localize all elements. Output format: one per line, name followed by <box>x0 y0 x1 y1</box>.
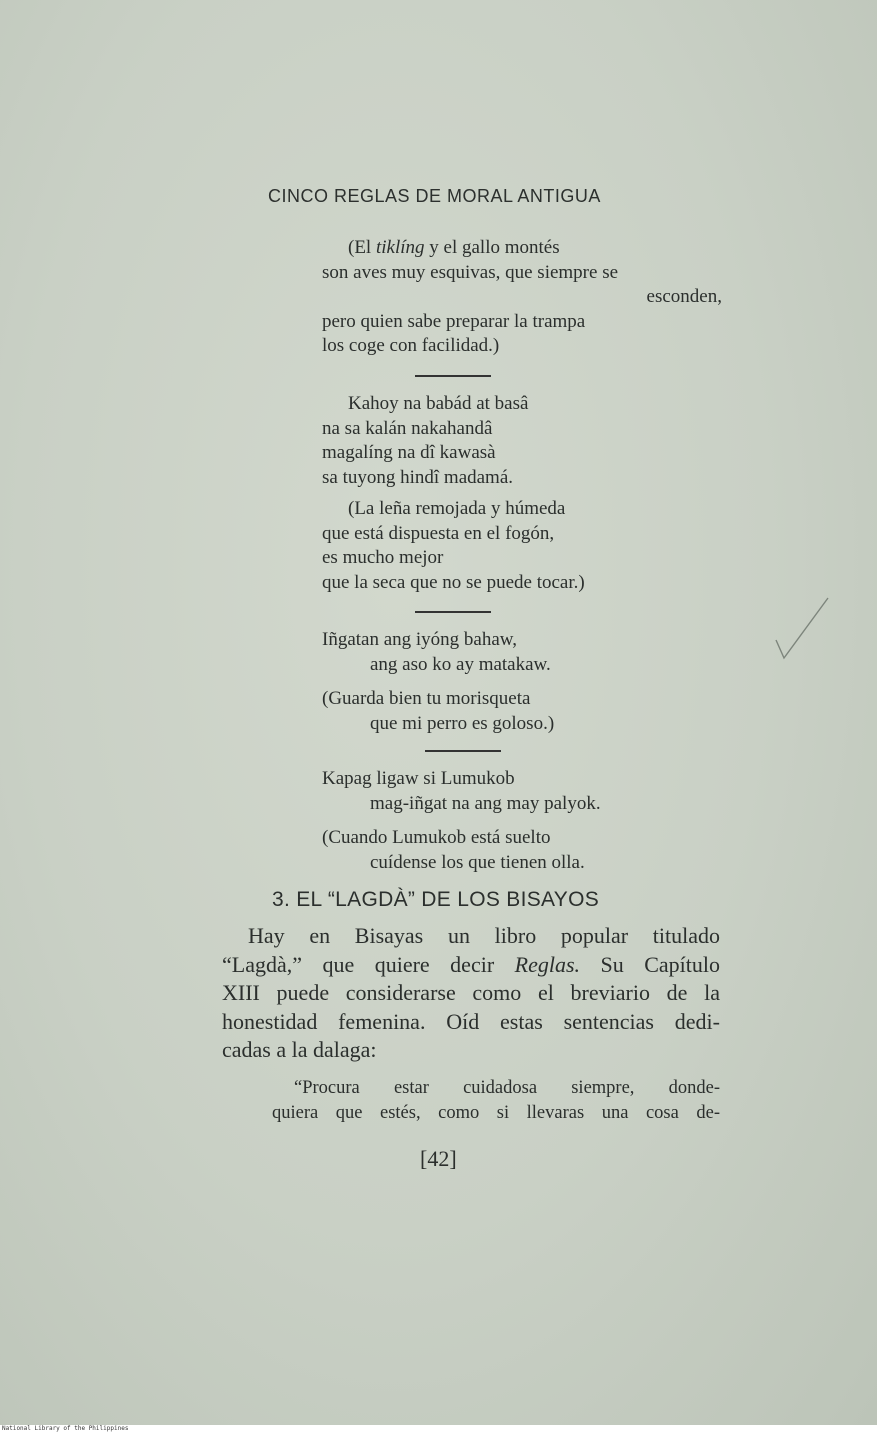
para-line: XIII puede considerarse como el breviario de la <box>222 980 720 1005</box>
verse-line: (La leña remojada y húmeda <box>348 498 566 519</box>
tikling-word: tiklíng <box>375 237 425 258</box>
pencil-checkmark <box>772 596 832 660</box>
stanza-3-tagalog <box>322 628 551 677</box>
verse-line: na sa kalán nakahandâ <box>322 417 493 439</box>
verse-line: mag-iñgat na ang may palyok. <box>370 792 601 814</box>
verse-line: Kahoy na babád at basâ <box>348 393 529 414</box>
stanza-1 <box>322 236 722 359</box>
divider-rule <box>415 375 491 377</box>
verse-line: son aves muy esquivas, que siempre se <box>322 261 619 283</box>
quote-line: “Procura estar cuidadosa siempre, donde- <box>294 1078 720 1098</box>
verse-line: magalíng na dî kawasà <box>322 442 496 463</box>
reglas-word: Reglas. <box>514 951 581 977</box>
stanza-2-tagalog <box>322 392 528 490</box>
section-title: 3. EL “LAGDÀ” DE LOS BISAYOS <box>272 888 600 911</box>
stanza-4-spanish <box>322 826 585 875</box>
stanza-3-spanish <box>322 687 554 736</box>
body-paragraph <box>222 922 720 1065</box>
verse-line: que la seca que no se puede tocar.) <box>322 571 585 593</box>
verse-line: (Cuando Lumukob está suelto <box>322 827 551 848</box>
verse-line: Kapag ligaw si Lumukob <box>322 768 515 789</box>
verse-line: los coge con facilidad.) <box>322 335 500 356</box>
verse-line: es mucho mejor <box>322 547 444 568</box>
quote-line: quiera que estés, como si llevaras una cosa de- <box>272 1103 720 1123</box>
stanza-4-tagalog <box>322 767 601 816</box>
footer-credit: National Library of the Philippines <box>0 1425 877 1433</box>
running-head: CINCO REGLAS DE MORAL ANTIGUA <box>268 186 601 206</box>
verse-line: Iñgatan ang iyóng bahaw, <box>322 629 518 650</box>
verse-line: (El tiklíng y el gallo montés <box>348 237 560 258</box>
verse-line: (Guarda bien tu morisqueta <box>322 688 531 709</box>
verse-line: que está dispuesta en el fogón, <box>322 522 555 544</box>
verse-line: pero quien sabe preparar la trampa <box>322 310 586 332</box>
divider-rule <box>415 611 491 613</box>
para-line: honestidad femenina. Oíd estas sentencias dedi- <box>222 1008 720 1034</box>
stanza-2-spanish <box>322 497 585 595</box>
page-number: [42] <box>420 1146 457 1171</box>
verse-line: ang aso ko ay matakaw. <box>370 653 551 675</box>
verse-line: esconden, <box>646 286 722 307</box>
quoted-text <box>272 1076 720 1126</box>
para-line: Hay en Bisayas un libro popular titulado <box>248 923 720 948</box>
para-line: “Lagdà,” que quiere decir Reglas. Su Capítulo <box>222 951 720 977</box>
verse-line: cuídense los que tienen olla. <box>370 851 585 873</box>
divider-rule <box>425 750 501 752</box>
verse-line: sa tuyong hindî madamá. <box>322 466 514 488</box>
para-line: cadas a la dalaga: <box>222 1037 377 1062</box>
verse-line: que mi perro es goloso.) <box>370 712 555 734</box>
